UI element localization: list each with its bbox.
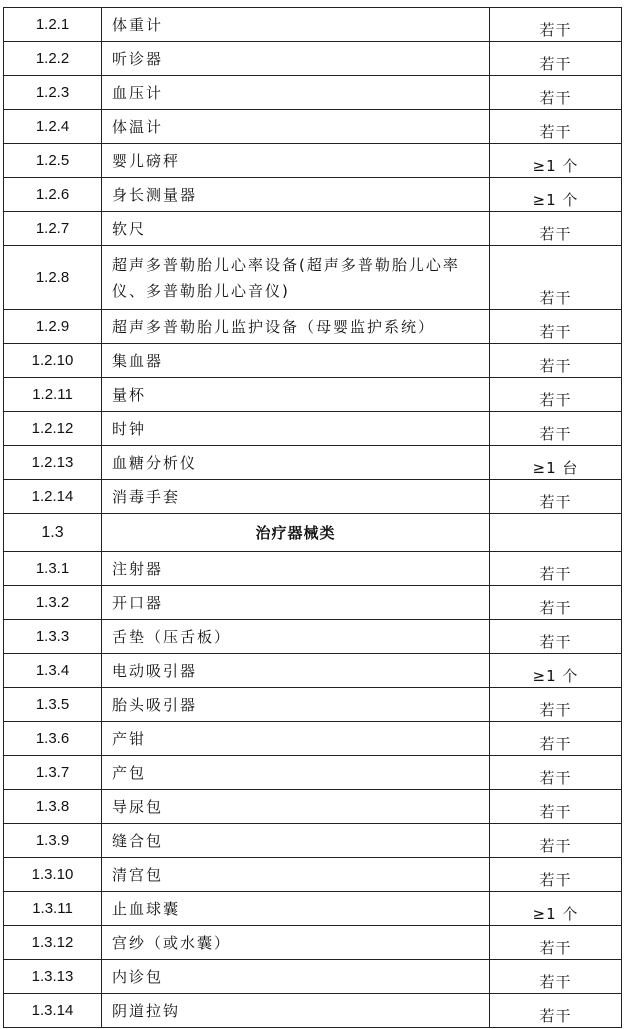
item-quantity: 若干	[490, 110, 622, 144]
item-number: 1.3.5	[4, 688, 102, 722]
item-quantity: ≥1 台	[490, 446, 622, 480]
table-row	[4, 446, 622, 480]
item-name: 止血球囊	[102, 892, 490, 926]
item-number: 1.2.10	[4, 344, 102, 378]
item-name: 导尿包	[102, 790, 490, 824]
item-number: 1.2.1	[4, 8, 102, 42]
item-quantity: 若干	[490, 310, 622, 344]
item-number: 1.3.7	[4, 756, 102, 790]
item-number: 1.2.3	[4, 76, 102, 110]
item-quantity: 若干	[490, 790, 622, 824]
table-row	[4, 994, 622, 1028]
item-number: 1.3.1	[4, 552, 102, 586]
item-quantity: ≥1 个	[490, 144, 622, 178]
item-quantity: 若干	[490, 824, 622, 858]
table-row	[4, 378, 622, 412]
table-row	[4, 790, 622, 824]
item-quantity: 若干	[490, 378, 622, 412]
table-row	[4, 858, 622, 892]
item-quantity: 若干	[490, 620, 622, 654]
table-row	[4, 178, 622, 212]
item-number: 1.2.12	[4, 412, 102, 446]
item-quantity: 若干	[490, 42, 622, 76]
item-quantity: 若干	[490, 926, 622, 960]
item-name: 集血器	[102, 344, 490, 378]
item-quantity: 若干	[490, 246, 622, 310]
item-number: 1.2.2	[4, 42, 102, 76]
section-qty-cell	[490, 514, 622, 552]
table-row	[4, 722, 622, 756]
item-name: 超声多普勒胎儿心率设备(超声多普勒胎儿心率仪、多普勒胎儿心音仪)	[102, 246, 490, 310]
item-number: 1.2.9	[4, 310, 102, 344]
item-name: 消毒手套	[102, 480, 490, 514]
item-number: 1.3.13	[4, 960, 102, 994]
item-quantity: 若干	[490, 412, 622, 446]
table-row	[4, 310, 622, 344]
table-row	[4, 620, 622, 654]
item-number: 1.3.9	[4, 824, 102, 858]
table-row	[4, 756, 622, 790]
item-quantity: 若干	[490, 858, 622, 892]
table-row	[4, 960, 622, 994]
table-row	[4, 144, 622, 178]
table-row	[4, 892, 622, 926]
item-number: 1.3.8	[4, 790, 102, 824]
item-name: 胎头吸引器	[102, 688, 490, 722]
item-number: 1.3.2	[4, 586, 102, 620]
item-number: 1.2.11	[4, 378, 102, 412]
item-name: 产包	[102, 756, 490, 790]
item-quantity: ≥1 个	[490, 892, 622, 926]
table-row	[4, 412, 622, 446]
item-quantity: 若干	[490, 212, 622, 246]
table-row	[4, 824, 622, 858]
item-number: 1.3.14	[4, 994, 102, 1028]
item-number: 1.3.3	[4, 620, 102, 654]
table-row	[4, 42, 622, 76]
item-quantity: 若干	[490, 8, 622, 42]
item-name: 电动吸引器	[102, 654, 490, 688]
table-row	[4, 246, 622, 310]
item-quantity: 若干	[490, 76, 622, 110]
item-number: 1.3.12	[4, 926, 102, 960]
equipment-table-body	[4, 8, 622, 1028]
item-name: 体重计	[102, 8, 490, 42]
item-name: 体温计	[102, 110, 490, 144]
table-row	[4, 654, 622, 688]
equipment-table	[3, 7, 622, 1028]
item-number: 1.3.11	[4, 892, 102, 926]
item-quantity: 若干	[490, 344, 622, 378]
item-name: 注射器	[102, 552, 490, 586]
table-row	[4, 586, 622, 620]
item-name: 时钟	[102, 412, 490, 446]
item-number: 1.2.6	[4, 178, 102, 212]
table-row	[4, 552, 622, 586]
item-quantity: 若干	[490, 960, 622, 994]
item-name: 血压计	[102, 76, 490, 110]
item-number: 1.3.4	[4, 654, 102, 688]
item-name: 舌垫（压舌板）	[102, 620, 490, 654]
table-row	[4, 688, 622, 722]
section-row	[4, 514, 622, 552]
item-number: 1.2.14	[4, 480, 102, 514]
item-name: 婴儿磅秤	[102, 144, 490, 178]
item-name: 开口器	[102, 586, 490, 620]
item-quantity: ≥1 个	[490, 178, 622, 212]
item-number: 1.2.7	[4, 212, 102, 246]
item-quantity: 若干	[490, 480, 622, 514]
item-quantity: 若干	[490, 552, 622, 586]
item-name: 宫纱（或水囊）	[102, 926, 490, 960]
item-name: 阴道拉钩	[102, 994, 490, 1028]
item-number: 1.2.5	[4, 144, 102, 178]
item-number: 1.2.13	[4, 446, 102, 480]
item-name: 缝合包	[102, 824, 490, 858]
item-name: 身长测量器	[102, 178, 490, 212]
item-number: 1.3.10	[4, 858, 102, 892]
item-name: 产钳	[102, 722, 490, 756]
item-name: 听诊器	[102, 42, 490, 76]
table-row	[4, 76, 622, 110]
item-number: 1.3.6	[4, 722, 102, 756]
table-row	[4, 480, 622, 514]
item-number: 1.2.8	[4, 246, 102, 310]
item-name: 量杯	[102, 378, 490, 412]
item-quantity: 若干	[490, 688, 622, 722]
item-quantity: 若干	[490, 994, 622, 1028]
section-number: 1.3	[4, 514, 102, 552]
item-quantity: 若干	[490, 586, 622, 620]
item-name: 超声多普勒胎儿监护设备（母婴监护系统）	[102, 310, 490, 344]
table-row	[4, 926, 622, 960]
table-row	[4, 344, 622, 378]
item-name: 血糖分析仪	[102, 446, 490, 480]
item-quantity: ≥1 个	[490, 654, 622, 688]
table-row	[4, 8, 622, 42]
section-title: 治疗器械类	[102, 514, 490, 552]
item-name: 清宫包	[102, 858, 490, 892]
item-number: 1.2.4	[4, 110, 102, 144]
item-name: 内诊包	[102, 960, 490, 994]
table-row	[4, 110, 622, 144]
item-name: 软尺	[102, 212, 490, 246]
item-quantity: 若干	[490, 756, 622, 790]
item-quantity: 若干	[490, 722, 622, 756]
table-row	[4, 212, 622, 246]
